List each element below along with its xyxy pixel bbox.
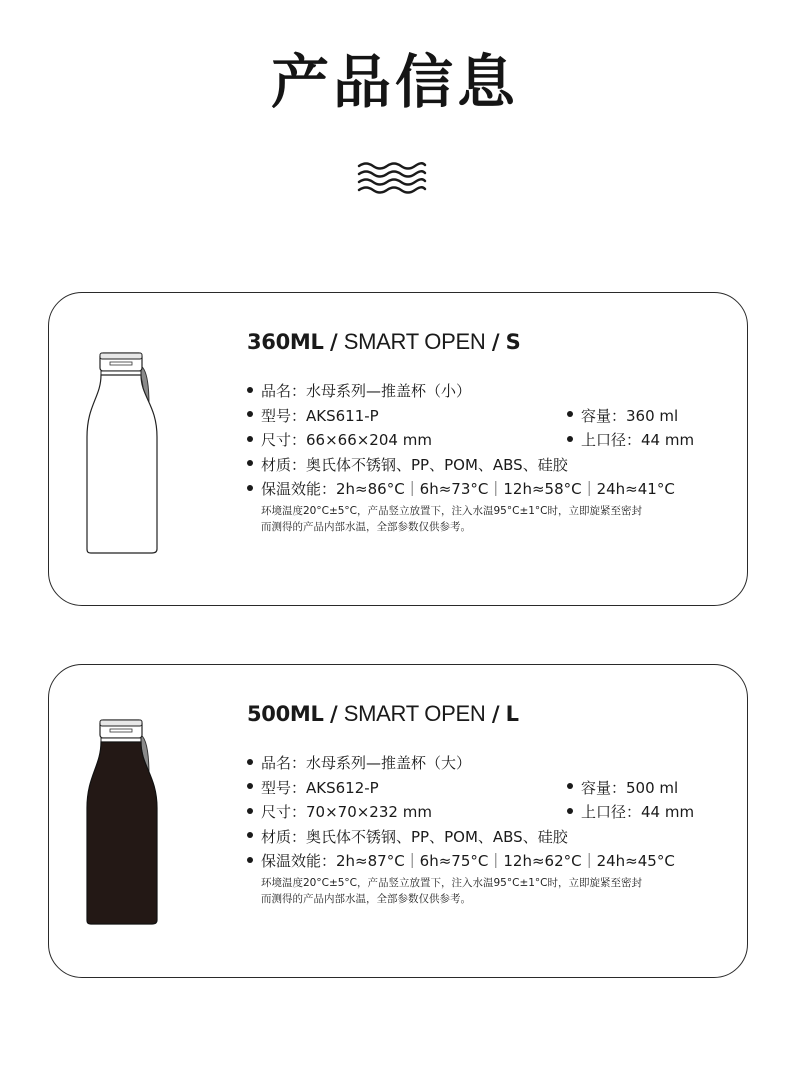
bullet-icon (567, 783, 573, 789)
heading-separator: / (330, 702, 338, 726)
spec-material (245, 825, 725, 850)
bottle-large-image (83, 703, 173, 939)
bullet-icon (247, 485, 253, 491)
spec-name (245, 379, 725, 404)
spec-text: 尺寸：70×70×232 mm (261, 803, 432, 821)
spec-text: 保温效能：2h≈86°C｜6h≈73°C｜12h≈58°C｜24h≈41°C (261, 480, 675, 498)
size-label: 360ML (247, 330, 324, 354)
product-line: SMART OPEN (343, 329, 486, 354)
spec-model (245, 404, 725, 429)
heading-separator: / (491, 702, 500, 726)
product-heading (247, 329, 520, 355)
product-card-large (48, 664, 748, 978)
wave-icon (357, 160, 427, 194)
page-title: 产品信息 (270, 48, 519, 116)
heading-separator: / (491, 330, 500, 354)
bullet-icon (567, 411, 573, 417)
spec-model (245, 776, 725, 801)
bullet-icon (247, 783, 253, 789)
spec-dimensions (245, 800, 725, 825)
product-card-small (48, 292, 748, 606)
size-label: 500ML (247, 702, 324, 726)
spec-text: 品名：水母系列—推盖杯（大） (261, 754, 472, 772)
bottle-small-image (83, 345, 173, 555)
size-variant: L (505, 702, 519, 726)
spec-text: 尺寸：66×66×204 mm (261, 431, 432, 449)
spec-mouth (565, 428, 694, 452)
spec-insulation (245, 849, 725, 874)
note-line: 环境温度20°C±5°C，产品竖立放置下，注入水温95°C±1°C时，立即旋紧至密封 (261, 876, 643, 889)
bullet-icon (247, 832, 253, 838)
spec-insulation (245, 477, 725, 502)
spec-text: 容量：360 ml (581, 406, 679, 425)
note-line: 而测得的产品内部水温，全部参数仅供参考。 (261, 520, 471, 533)
spec-text: 上口径：44 mm (581, 431, 695, 449)
bullet-icon (567, 436, 573, 442)
spec-text: 保温效能：2h≈87°C｜6h≈75°C｜12h≈62°C｜24h≈45°C (261, 852, 675, 870)
product-line: SMART OPEN (343, 701, 486, 726)
bullet-icon (567, 808, 573, 814)
bullet-icon (247, 460, 253, 466)
product-heading (247, 701, 519, 727)
size-variant: S (505, 330, 521, 354)
spec-text: 材质：奥氏体不锈钢、PP、POM、ABS、硅胶 (261, 827, 568, 846)
spec-text: 型号：AKS611-P (261, 406, 379, 425)
spec-list (245, 379, 725, 535)
bullet-icon (247, 436, 253, 442)
bullet-icon (247, 759, 253, 765)
spec-text: 型号：AKS612-P (261, 778, 379, 797)
spec-text: 上口径：44 mm (581, 803, 695, 821)
note-line: 环境温度20°C±5°C，产品竖立放置下，注入水温95°C±1°C时，立即旋紧至密封 (261, 504, 643, 517)
bullet-icon (247, 808, 253, 814)
spec-material (245, 453, 725, 478)
spec-note (261, 875, 725, 907)
bullet-icon (247, 411, 253, 417)
spec-note (261, 503, 725, 535)
spec-text: 品名：水母系列—推盖杯（小） (261, 382, 472, 400)
bullet-icon (247, 387, 253, 393)
spec-mouth (565, 800, 694, 824)
bullet-icon (247, 857, 253, 863)
spec-list (245, 751, 725, 907)
spec-text: 材质：奥氏体不锈钢、PP、POM、ABS、硅胶 (261, 455, 568, 474)
spec-dimensions (245, 428, 725, 453)
spec-name (245, 751, 725, 776)
spec-text: 容量：500 ml (581, 778, 679, 797)
note-line: 而测得的产品内部水温，全部参数仅供参考。 (261, 892, 471, 905)
spec-capacity (565, 776, 678, 800)
heading-separator: / (330, 330, 338, 354)
spec-capacity (565, 404, 678, 428)
